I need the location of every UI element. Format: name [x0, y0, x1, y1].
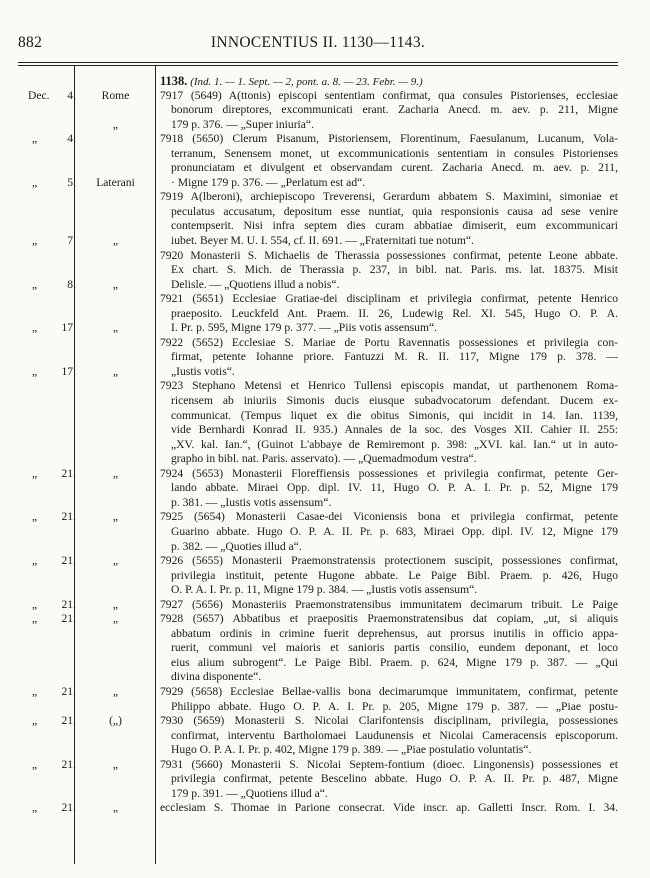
date-row [22, 409, 82, 424]
date-day: 21. [61, 510, 76, 524]
date-row [22, 423, 82, 438]
date-row [22, 700, 82, 715]
place-cell [78, 787, 153, 802]
entry-line: Delisle. — „Quotiens illud a nobis“. [171, 277, 340, 291]
date-month: „ [32, 757, 38, 771]
date-row [22, 234, 82, 249]
place-cell [78, 627, 153, 642]
entry-line: praeposito. Leuckfeld Ant. Praem. II. 26, Ludewig Rel. XI. 545, Hugo O. P. A. [171, 306, 618, 320]
place-cell [78, 219, 153, 234]
entry-line: contempserit. Nisi infra septem dies curam abbatiae dimiserit, eum excommunicari [171, 219, 618, 233]
entry-line: 7928 (5657) Abbatibus et praepositis Praemonstratensibus dat copiam, „ut, si aliquis [160, 612, 618, 626]
date-month: „ [32, 510, 38, 524]
place-cell [78, 161, 153, 176]
place-cell [78, 350, 153, 365]
entry-line: „XV. kal. Ian.“, (Guinot L'abbaye de Remiremont p. 398: „XVI. kal. Ian.“ ut in auto- [171, 437, 618, 451]
date-row [22, 263, 82, 278]
date-month: „ [32, 597, 38, 611]
place-cell: „ [112, 234, 119, 248]
place-cell [78, 103, 153, 118]
header-rule [18, 62, 618, 63]
date-month: „ [32, 554, 38, 568]
place-cell [78, 74, 153, 89]
date-month: „ [32, 466, 38, 480]
date-row [22, 307, 82, 322]
date-row [22, 569, 82, 584]
entry-line: privilegia confirmat, petente Bescelino abbate. Hugo O. P. A. II. Pr. p. 487, Migne [171, 772, 618, 786]
entry-line: „Iustis votis“. [171, 364, 235, 378]
date-row [22, 743, 82, 758]
date-row [22, 176, 82, 191]
date-row [22, 379, 82, 394]
date-row [22, 510, 82, 525]
date-row [22, 554, 82, 569]
date-row [22, 190, 82, 205]
year-number: 1138. [160, 74, 188, 88]
place-cell [78, 700, 153, 715]
date-row [22, 132, 82, 147]
date-row [22, 278, 82, 293]
entry-line: lando abbate. Miraei Opp. dipl. IV. 11, Hugo O. P. A. I. Pr. p. 52, Migne 179 [171, 481, 618, 495]
place-cell: „ [112, 117, 119, 131]
place-cell [78, 729, 153, 744]
place-cell: „ [112, 757, 119, 771]
date-row [22, 598, 82, 613]
entry-line: Philippo abbate. Hugo O. P. A. I. Pr. p. 205, Migne 179 p. 387. — „Piae postu- [171, 699, 618, 713]
entry-line: bonorum direptores, excommunicati erant. Zacharia Anecd. m. aev. p. 211, Migne [171, 103, 618, 117]
date-row [22, 365, 82, 380]
date-row [22, 525, 82, 540]
date-month: „ [32, 714, 38, 728]
place-cell: „ [112, 364, 119, 378]
entry-line: 7930 (5659) Monasterii S. Nicolai Clarifontensis disciplinam, privilegia, possessiones [160, 714, 618, 728]
place-cell [78, 670, 153, 685]
date-month: Dec. [28, 88, 50, 102]
entry-line: 7924 (5653) Monasterii Floreffiensis possessiones et privilegia confirmat, petente Ger- [160, 466, 618, 480]
entry-line: 7927 (5656) Monasteriis Praemonstratensibus immunitatem decimarum tribuit. Le Paige [160, 597, 618, 611]
entry-line: I. Pr. p. 595, Migne 179 p. 377. — „Piis votis assensum“. [171, 321, 438, 335]
place-cell [78, 452, 153, 467]
entry-line: O. P. A. I. Pr. p. 11, Migne 179 p. 384. — „Iustis votis assensum“. [171, 583, 478, 597]
header-rule-second [18, 65, 618, 66]
entry-line: pronunciatam et divulgent et observandam curent. Zacharia Anecd. m. aev. p. 211, [171, 161, 618, 175]
date-month: „ [32, 234, 38, 248]
date-row [22, 627, 82, 642]
entry-line: ruerit, communi vel maioris et sanioris partis consilio, eundem deponant, et loco [171, 641, 618, 655]
entry-line: communicat. (Tempus liquet ex die obitus Simonis, qui incidit in 14. Ian. 1139, [171, 408, 618, 422]
place-cell [78, 438, 153, 453]
date-day: 8. [67, 277, 76, 291]
year-indiction: (Ind. 1. — 1. Sept. — 2, pont. a. 8. — 23. Febr. — 9.) [187, 76, 423, 88]
date-day: 7. [67, 234, 76, 248]
place-cell [78, 583, 153, 598]
date-day: 21. [61, 466, 76, 480]
entry-line: 7920 Monasterii S. Michaelis de Therassia possessiones confirmat, petente Leone abbate. [160, 248, 618, 262]
date-day: 21. [61, 597, 76, 611]
entry-line: divina disponente“. [171, 670, 262, 684]
entry-line: 179 p. 391. — „Quotiens illud a“. [171, 786, 328, 800]
place-cell: „ [112, 277, 119, 291]
place-cell: „ [112, 466, 119, 480]
entry-line: 7922 (5652) Ecclesiae S. Mariae de Portu Ravennatis possessiones et privilegia con- [160, 335, 618, 349]
place-cell [78, 292, 153, 307]
date-row [22, 292, 82, 307]
date-row [22, 772, 82, 787]
entry-line: p. 381. — „Iustis votis assensum“. [171, 495, 332, 509]
date-day: 21. [61, 554, 76, 568]
place-cell [78, 496, 153, 511]
entry-line: p. 382. — „Quoties illud a“. [171, 539, 302, 553]
date-day: 21. [61, 612, 76, 626]
date-row [22, 394, 82, 409]
place-cell [78, 336, 153, 351]
place-cell [78, 394, 153, 409]
date-row [22, 350, 82, 365]
date-row [22, 147, 82, 162]
date-row [22, 205, 82, 220]
place-cell: Laterani [96, 175, 135, 189]
entry-line: eius alium subrogent“. Le Paige Bibl. Praem. p. 624, Migne 179 p. 387. — „Qui [171, 655, 618, 669]
place-cell: „ [112, 510, 119, 524]
date-column [22, 74, 82, 816]
date-row [22, 118, 82, 133]
date-month: „ [32, 684, 38, 698]
date-month: „ [32, 364, 38, 378]
place-cell [78, 205, 153, 220]
date-day: 4. [67, 132, 76, 146]
entry-line: firmat, petente Iohanne priore. Fantuzzi M. R. II. 117, Migne 179 p. 378. — [171, 350, 618, 364]
date-row [22, 729, 82, 744]
entry-line: terranum, Senensem monet, ut excommunicationis sententiam in consules Pistorienses [171, 146, 618, 160]
place-cell [78, 249, 153, 264]
date-month: „ [32, 132, 38, 146]
place-cell [78, 569, 153, 584]
date-row [22, 481, 82, 496]
entry-line: 7929 (5658) Ecclesiae Bellae-vallis bona decimarumque immunitatem, confirmat, petente [160, 684, 618, 698]
entry-line: · Migne 179 p. 376. — „Perlatum est ad“. [171, 175, 366, 189]
date-row [22, 540, 82, 555]
date-day: 21. [61, 714, 76, 728]
place-cell [78, 409, 153, 424]
date-day: 17. [61, 321, 76, 335]
date-row [22, 89, 82, 104]
place-cell [78, 190, 153, 205]
date-day: 5. [67, 175, 76, 189]
place-cell: „ [112, 554, 119, 568]
date-row [22, 685, 82, 700]
date-month: „ [32, 801, 38, 815]
date-row [22, 670, 82, 685]
entry-line: ricensem ab iniuriis Simonis ducis eiusque subadvocatorum defendant. Ducem ex- [171, 394, 618, 408]
page-title: INNOCENTIUS II. 1130—1143. [210, 34, 426, 51]
place-cell [78, 641, 153, 656]
entry-line: iubet. Beyer M. U. I. 554, cf. II. 691. — „Fraternitati tue notum“. [171, 234, 474, 248]
place-cell [78, 132, 153, 147]
date-row [22, 496, 82, 511]
place-cell [78, 743, 153, 758]
date-row [22, 103, 82, 118]
date-row [22, 758, 82, 773]
date-month: „ [32, 175, 38, 189]
place-cell [78, 263, 153, 278]
date-row [22, 641, 82, 656]
page-header [18, 34, 618, 54]
date-day: 21. [61, 757, 76, 771]
date-row [22, 714, 82, 729]
entry-line: 7917 (5649) A(ttonis) episcopi sententiam confirmat, qua consules Pistorienses, ecclesiae [160, 88, 618, 102]
entry-line: 7921 (5651) Ecclesiae Gratiae-dei disciplinam et privilegia confirmat, petente Henrico [160, 292, 618, 306]
date-row [22, 438, 82, 453]
date-row [22, 219, 82, 234]
date-row [22, 321, 82, 336]
place-cell: „ [112, 321, 119, 335]
entry-line: 7926 (5655) Monasterii Praemonstratensis protectionem suscipit, possessiones confirmat, [160, 554, 618, 568]
place-cell [78, 307, 153, 322]
date-row [22, 452, 82, 467]
date-day: 4. [67, 88, 76, 102]
column-divider-place [155, 66, 156, 864]
place-cell [78, 656, 153, 671]
entry-line: 7925 (5654) Monasterii Casae-dei Viconiensis bona et privilegia confirmat, petente [160, 510, 618, 524]
date-month: „ [32, 321, 38, 335]
date-day: 21. [61, 801, 76, 815]
date-day: 21. [61, 684, 76, 698]
entry-line: grapho in bibl. nat. Paris. asservato). — „Quemadmodum vestra“. [171, 452, 477, 466]
year-heading [160, 74, 618, 89]
entry-line: 7918 (5650) Clerum Pisanum, Pistoriensem, Florentinum, Faesulanum, Lucanum, Vola- [160, 132, 618, 146]
date-row [22, 249, 82, 264]
date-row [22, 801, 82, 816]
entry-line: privilegia instituit, petente Hugone abbate. Le Paige Bibl. Praem. p. 426, Hugo [171, 568, 618, 582]
place-cell: Rome [101, 88, 130, 102]
place-cell: („) [109, 714, 122, 728]
date-row [22, 336, 82, 351]
place-cell [78, 540, 153, 555]
date-month: „ [32, 277, 38, 291]
date-row [22, 467, 82, 482]
place-cell [78, 423, 153, 438]
place-cell [78, 525, 153, 540]
entry-line: 179 p. 376. — „Super iniuria“. [171, 117, 314, 131]
date-row [22, 612, 82, 627]
date-row [22, 583, 82, 598]
place-cell: „ [112, 597, 119, 611]
date-month: „ [32, 612, 38, 626]
place-cell [78, 772, 153, 787]
entry-line: Hugo O. P. A. I. Pr. p. 402, Migne 179 p. 389. — „Piae postulatio voluntatis“. [171, 743, 532, 757]
place-cell [78, 481, 153, 496]
date-row [22, 656, 82, 671]
place-column [78, 74, 153, 816]
entry-line: peculatus accusatum, depositum esse nuntiat, quia responsionis causa ad sese venire [171, 204, 618, 218]
page-number: 882 [18, 34, 43, 51]
entry-line: confirmat, interventu Bartholomaei Laudunensis et Nicolai Cameracensis episcoporum. [171, 728, 618, 742]
entry-line: Ex chart. S. Mich. de Therassia p. 237, in bibl. nat. Paris. ms. lat. 18375. Misit [171, 263, 618, 277]
entry-line: 7923 Stephano Metensi et Henrico Tullensi episcopis mandat, ut parthenonem Roma- [160, 379, 618, 393]
date-row [22, 74, 82, 89]
entry-line: 7919 A(lberoni), archiepiscopo Treverensi, Gerardum abbatem S. Maximini, simoniae et [160, 190, 618, 204]
entry-line: vide Bernhardi Konrad II. 935.) Annales de la soc. des Vosges XII. Cahier II. 255: [171, 423, 618, 437]
entry-line: 7931 (5660) Monasterii S. Nicolai Septem-fontium (dioec. Lingonensis) possessiones et [160, 757, 618, 771]
entry-line: Guarino abbate. Hugo O. P. A. II. Pr. p. 683, Miraei Opp. dipl. IV. 12, Migne 179 [171, 524, 618, 538]
place-cell: „ [112, 684, 119, 698]
place-cell: „ [112, 612, 119, 626]
date-day: 17. [61, 364, 76, 378]
date-row [22, 787, 82, 802]
place-cell [78, 379, 153, 394]
place-cell [78, 147, 153, 162]
entry-line: abbatum ordinis in crimine fuerit deprehensus, aut prorsus inutilis in officio appa- [171, 626, 618, 640]
place-cell: „ [112, 801, 119, 815]
entry-line: ecclesiam S. Thomae in Parione consecrat. Vide inscr. ap. Galletti Inscr. Rom. I. 34. [160, 801, 618, 815]
date-row [22, 161, 82, 176]
register-entries [160, 74, 618, 816]
